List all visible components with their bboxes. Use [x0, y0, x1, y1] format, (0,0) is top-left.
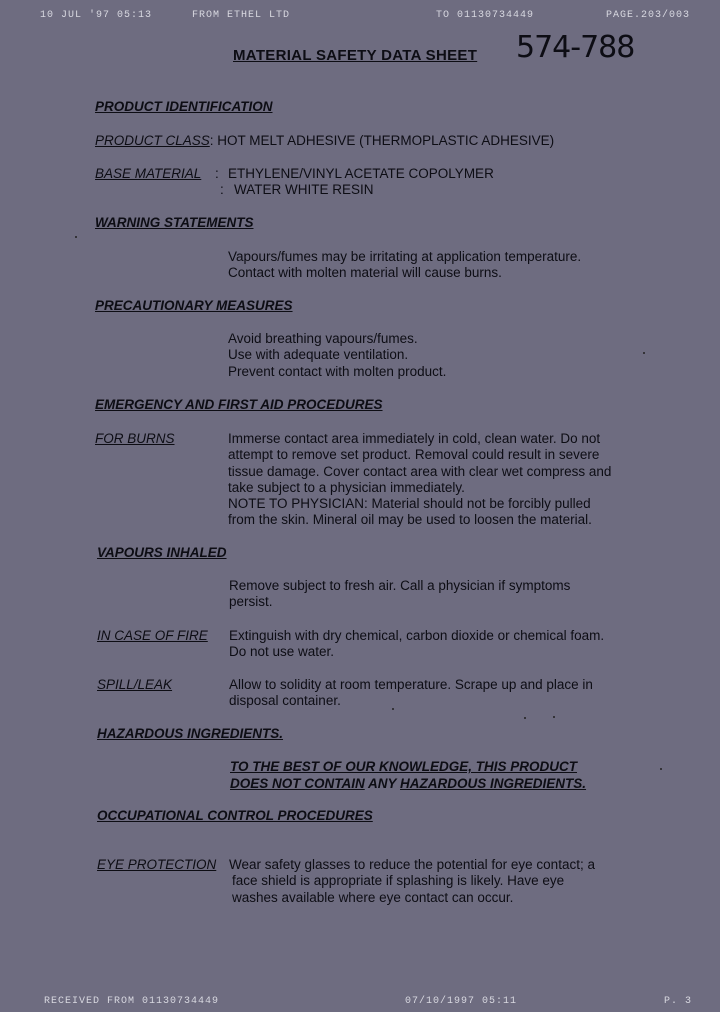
- warning-line: Vapours/fumes may be irritating at application temperature.: [228, 249, 582, 264]
- precaution-line: Use with adequate ventilation.: [228, 347, 409, 363]
- hazardous-line-1-text: TO THE BEST OF OUR KNOWLEDGE, THIS PRODUCT: [230, 759, 578, 774]
- burns-line: attempt to remove set product. Removal could result in severe: [228, 447, 600, 463]
- in-case-of-fire-text: [229, 628, 604, 661]
- hazardous-statement-line-2: [230, 776, 586, 791]
- noise-speck: [660, 768, 662, 770]
- fax-footer-left: RECEIVED FROM 01130734449: [44, 996, 220, 1007]
- eye-protection-text: [229, 857, 595, 906]
- fax-to: TO 01130734449: [436, 10, 535, 21]
- fire-line: Extinguish with dry chemical, carbon dioxide or chemical foam.: [229, 628, 605, 643]
- base-material-label: BASE MATERIAL: [95, 166, 202, 181]
- warning-line: Contact with molten material will cause burns.: [228, 265, 502, 281]
- burns-line: from the skin. Mineral oil may be used to loosen the material.: [228, 512, 592, 528]
- fire-line: Do not use water.: [229, 644, 335, 660]
- fax-from: FROM ETHEL LTD: [192, 10, 291, 21]
- precautionary-measures-heading: PRECAUTIONARY MEASURES: [95, 298, 293, 313]
- product-class-row: PRODUCT CLASS: HOT MELT ADHESIVE (THERMOPLASTIC ADHESIVE): [95, 133, 555, 148]
- handwritten-number: 574-788: [516, 30, 635, 65]
- hazardous-statement-line-1: [230, 759, 577, 774]
- base-material-value-1: ETHYLENE/VINYL ACETATE COPOLYMER: [228, 166, 494, 181]
- spill-line: Allow to solidity at room temperature. Scrape up and place in: [229, 677, 593, 692]
- fax-footer-middle: 07/10/1997 05:11: [405, 996, 518, 1007]
- product-identification-heading: PRODUCT IDENTIFICATION: [95, 99, 273, 114]
- vapours-line: Remove subject to fresh air. Call a physician if symptoms: [229, 578, 571, 593]
- for-burns-label: FOR BURNS: [95, 431, 175, 446]
- spill-leak-text: [229, 677, 593, 710]
- noise-speck: [524, 717, 526, 719]
- eye-line: Wear safety glasses to reduce the potential for eye contact; a: [229, 857, 595, 872]
- noise-speck: [75, 236, 77, 238]
- precaution-line: Prevent contact with molten product.: [228, 363, 447, 379]
- occupational-control-heading: OCCUPATIONAL CONTROL PROCEDURES: [97, 808, 373, 823]
- warning-statements-text: [228, 249, 581, 282]
- spill-line: disposal container.: [229, 693, 341, 709]
- burns-line: Immerse contact area immediately in cold, clean water. Do not: [228, 431, 601, 446]
- fax-date-time: 10 JUL '97 05:13: [40, 10, 153, 21]
- noise-speck: [553, 716, 555, 718]
- product-class-label: PRODUCT CLASS: [95, 133, 210, 148]
- vapours-line: persist.: [229, 594, 273, 610]
- eye-line: face shield is appropriate if splashing is likely. Have eye: [232, 873, 565, 889]
- product-class-value: HOT MELT ADHESIVE (THERMOPLASTIC ADHESIVE): [217, 133, 555, 148]
- noise-speck: [643, 352, 645, 354]
- burns-line: take subject to a physician immediately.: [228, 479, 465, 495]
- vapours-inhaled-label: VAPOURS INHALED: [97, 545, 227, 560]
- base-material-colon-1: :: [215, 166, 219, 181]
- burns-line: tissue damage. Cover contact area with clear wet compress and: [228, 463, 612, 479]
- spill-leak-label: SPILL/LEAK: [97, 677, 173, 692]
- vapours-inhaled-text: [229, 578, 570, 611]
- fax-page: PAGE.203/003: [606, 10, 691, 21]
- warning-statements-heading: WARNING STATEMENTS: [95, 215, 254, 230]
- document-title: MATERIAL SAFETY DATA SHEET: [233, 47, 478, 64]
- precaution-line: Avoid breathing vapours/fumes.: [228, 331, 418, 346]
- any-text: ANY: [364, 776, 401, 791]
- in-case-of-fire-label: IN CASE OF FIRE: [97, 628, 208, 643]
- base-material-colon-2: :: [220, 182, 224, 197]
- noise-speck: [392, 708, 394, 710]
- hazardous-ingredients-text: HAZARDOUS INGREDIENTS.: [400, 776, 587, 791]
- for-burns-text: [228, 431, 611, 529]
- hazardous-ingredients-heading: HAZARDOUS INGREDIENTS.: [97, 726, 284, 741]
- eye-line: washes available where eye contact can occur.: [232, 889, 514, 905]
- eye-protection-label: EYE PROTECTION: [97, 857, 217, 872]
- fax-footer-right: P. 3: [664, 996, 693, 1007]
- base-material-value-2: WATER WHITE RESIN: [234, 182, 374, 197]
- burns-line: NOTE TO PHYSICIAN: Material should not be forcibly pulled: [228, 496, 591, 512]
- precautionary-measures-text: [228, 331, 446, 380]
- does-not-contain-text: DOES NOT CONTAIN: [230, 776, 365, 791]
- emergency-first-aid-heading: EMERGENCY AND FIRST AID PROCEDURES: [95, 397, 383, 412]
